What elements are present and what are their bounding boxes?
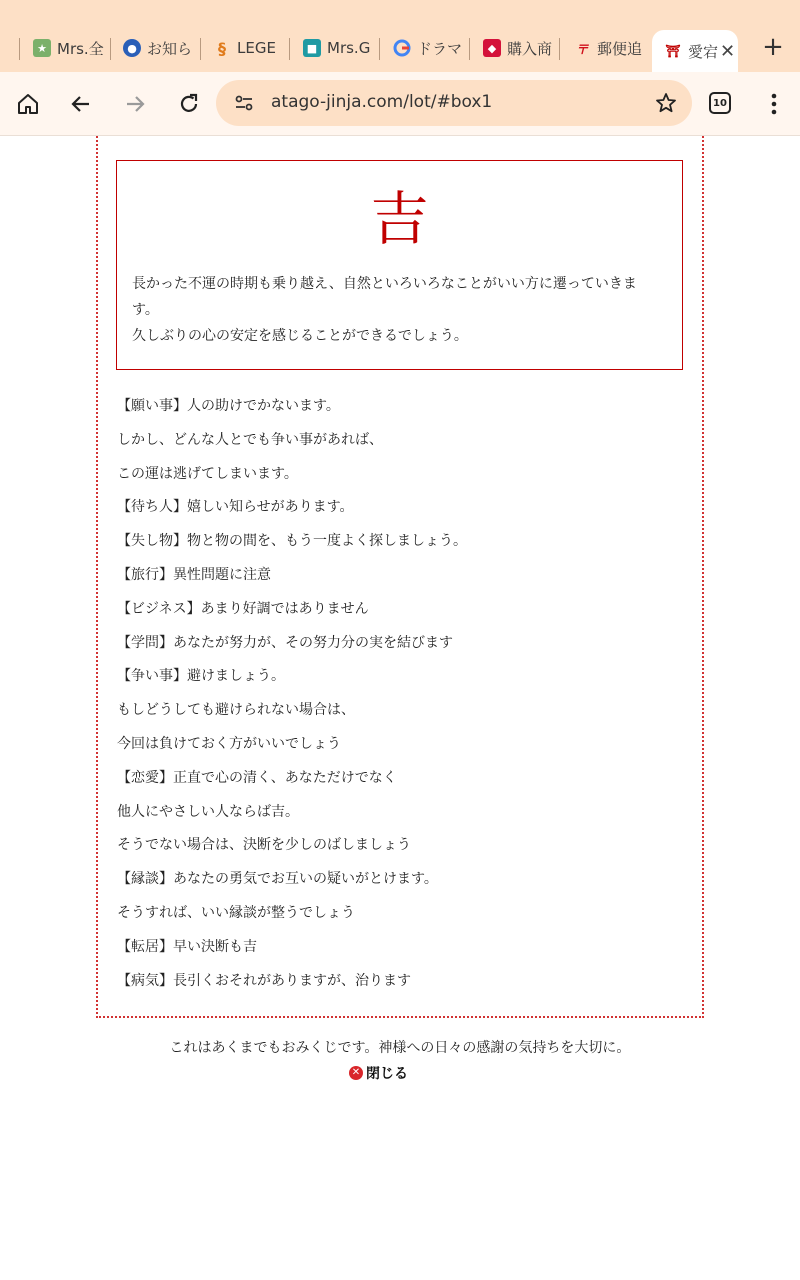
close-circle-icon: ✕ bbox=[349, 1066, 363, 1080]
fortune-line: 【失し物】物と物の間を、もう一度よく探しましょう。 bbox=[117, 533, 467, 550]
fortune-line: 他人にやさしい人ならば吉。 bbox=[117, 803, 299, 820]
fortune-line: もしどうしても避けられない場合は、 bbox=[117, 702, 355, 719]
tab-3[interactable] bbox=[303, 28, 371, 68]
fortune-line: この運は逃げてしまいます。 bbox=[117, 465, 298, 482]
description-line: 長かった不運の時期も乗り越え、自然といろいろなことがいい方に遷っていきま bbox=[132, 276, 637, 292]
blue-red-circle-icon: ● bbox=[123, 39, 141, 57]
fortune-line: 【転居】早い決断も吉 bbox=[117, 938, 257, 955]
reload-icon bbox=[177, 92, 201, 116]
back-arrow-icon bbox=[69, 92, 93, 116]
address-bar[interactable] bbox=[216, 80, 692, 126]
fortune-line: 今回は負けておく方がいいでしょう bbox=[117, 735, 341, 752]
forward-arrow-icon bbox=[123, 92, 147, 116]
jp-post-icon: 〒 bbox=[575, 42, 589, 58]
description-line: す。 bbox=[132, 302, 159, 318]
orange-s-logo-icon: § bbox=[218, 38, 226, 58]
disclaimer-note: これはあくまでもおみくじです。神様への日々の感謝の気持ちを大切に。 bbox=[169, 1040, 631, 1056]
fortune-details bbox=[117, 390, 687, 998]
tab-6[interactable] bbox=[573, 28, 643, 68]
tab-1[interactable] bbox=[123, 28, 193, 68]
tab-title: 郵便追 bbox=[597, 39, 643, 58]
tab-active[interactable] bbox=[652, 30, 738, 72]
site-settings-icon[interactable] bbox=[232, 91, 256, 115]
home-icon bbox=[16, 92, 40, 116]
fortune-line: 【ビジネス】あまり好調ではありません bbox=[117, 600, 369, 617]
new-tab-button[interactable]: + bbox=[762, 32, 784, 62]
tab-separator bbox=[289, 38, 290, 60]
fortune-line: 【学問】あなたが努力が、その努力分の実を結びます bbox=[117, 634, 453, 651]
fortune-line: 【争い事】避けましょう。 bbox=[117, 668, 285, 685]
tab-title: Mrs.全 bbox=[57, 39, 104, 58]
shrine-logo-icon: ⛩ bbox=[665, 44, 681, 58]
fortune-line: 【待ち人】嬉しい知らせがあります。 bbox=[117, 499, 354, 516]
fortune-result-box bbox=[116, 160, 683, 370]
red-square-icon: ◆ bbox=[483, 39, 501, 57]
fortune-result: 吉 bbox=[370, 185, 429, 253]
close-button[interactable] bbox=[349, 1063, 408, 1083]
tab-title: 購入商 bbox=[507, 39, 553, 58]
tab-title: お知ら bbox=[147, 39, 193, 58]
tab-separator bbox=[19, 38, 20, 60]
teal-square-icon: ■ bbox=[303, 39, 321, 57]
tab-title: Mrs.G bbox=[327, 39, 371, 57]
fortune-line: そうでない場合は、決断を少しのばしましょう bbox=[117, 837, 411, 854]
fortune-description bbox=[132, 271, 667, 349]
green-character-icon: ★ bbox=[33, 39, 51, 57]
tab-separator bbox=[200, 38, 201, 60]
close-label: 閉じる bbox=[366, 1066, 408, 1082]
browser-toolbar bbox=[0, 72, 800, 136]
tab-switcher-button[interactable]: 10 bbox=[709, 92, 731, 114]
tab-title: LEGE bbox=[237, 39, 276, 57]
fortune-line: しかし、どんな人とでも争い事があれば、 bbox=[117, 431, 383, 448]
more-menu-icon[interactable] bbox=[762, 90, 786, 118]
tab-separator bbox=[469, 38, 470, 60]
tab-0[interactable] bbox=[33, 28, 104, 68]
tab-strip bbox=[0, 0, 800, 72]
fortune-line: 【願い事】人の助けでかないます。 bbox=[117, 398, 340, 414]
tab-2[interactable] bbox=[213, 28, 277, 68]
home-button[interactable] bbox=[10, 86, 46, 122]
forward-button[interactable] bbox=[117, 86, 153, 122]
close-tab-icon[interactable]: ✕ bbox=[720, 40, 736, 62]
tab-separator bbox=[110, 38, 111, 60]
tab-title: ドラマ bbox=[417, 39, 463, 58]
reload-button[interactable] bbox=[171, 86, 207, 122]
fortune-line: そうすれば、いい縁談が整うでしょう bbox=[117, 904, 355, 921]
description-line: 久しぶりの心の安定を感じることができるでしょう。 bbox=[132, 328, 468, 344]
fortune-line: 【病気】長引くおそれがありますが、治ります bbox=[117, 972, 411, 989]
tab-title: 愛宕 bbox=[688, 42, 719, 61]
back-button[interactable] bbox=[63, 86, 99, 122]
google-g-icon bbox=[393, 39, 411, 57]
tab-separator bbox=[559, 38, 560, 60]
bookmark-star-icon[interactable] bbox=[654, 91, 678, 115]
tab-4[interactable] bbox=[393, 28, 463, 68]
url-text: atago-jinja.com/lot/#box1 bbox=[271, 92, 493, 112]
tab-separator bbox=[379, 38, 380, 60]
fortune-line: 【縁談】あなたの勇気でお互いの疑いがとけます。 bbox=[117, 871, 438, 888]
tab-5[interactable] bbox=[483, 28, 553, 68]
fortune-line: 【旅行】異性問題に注意 bbox=[117, 566, 271, 583]
fortune-line: 【恋愛】正直で心の清く、あなただけでなく bbox=[117, 769, 397, 786]
